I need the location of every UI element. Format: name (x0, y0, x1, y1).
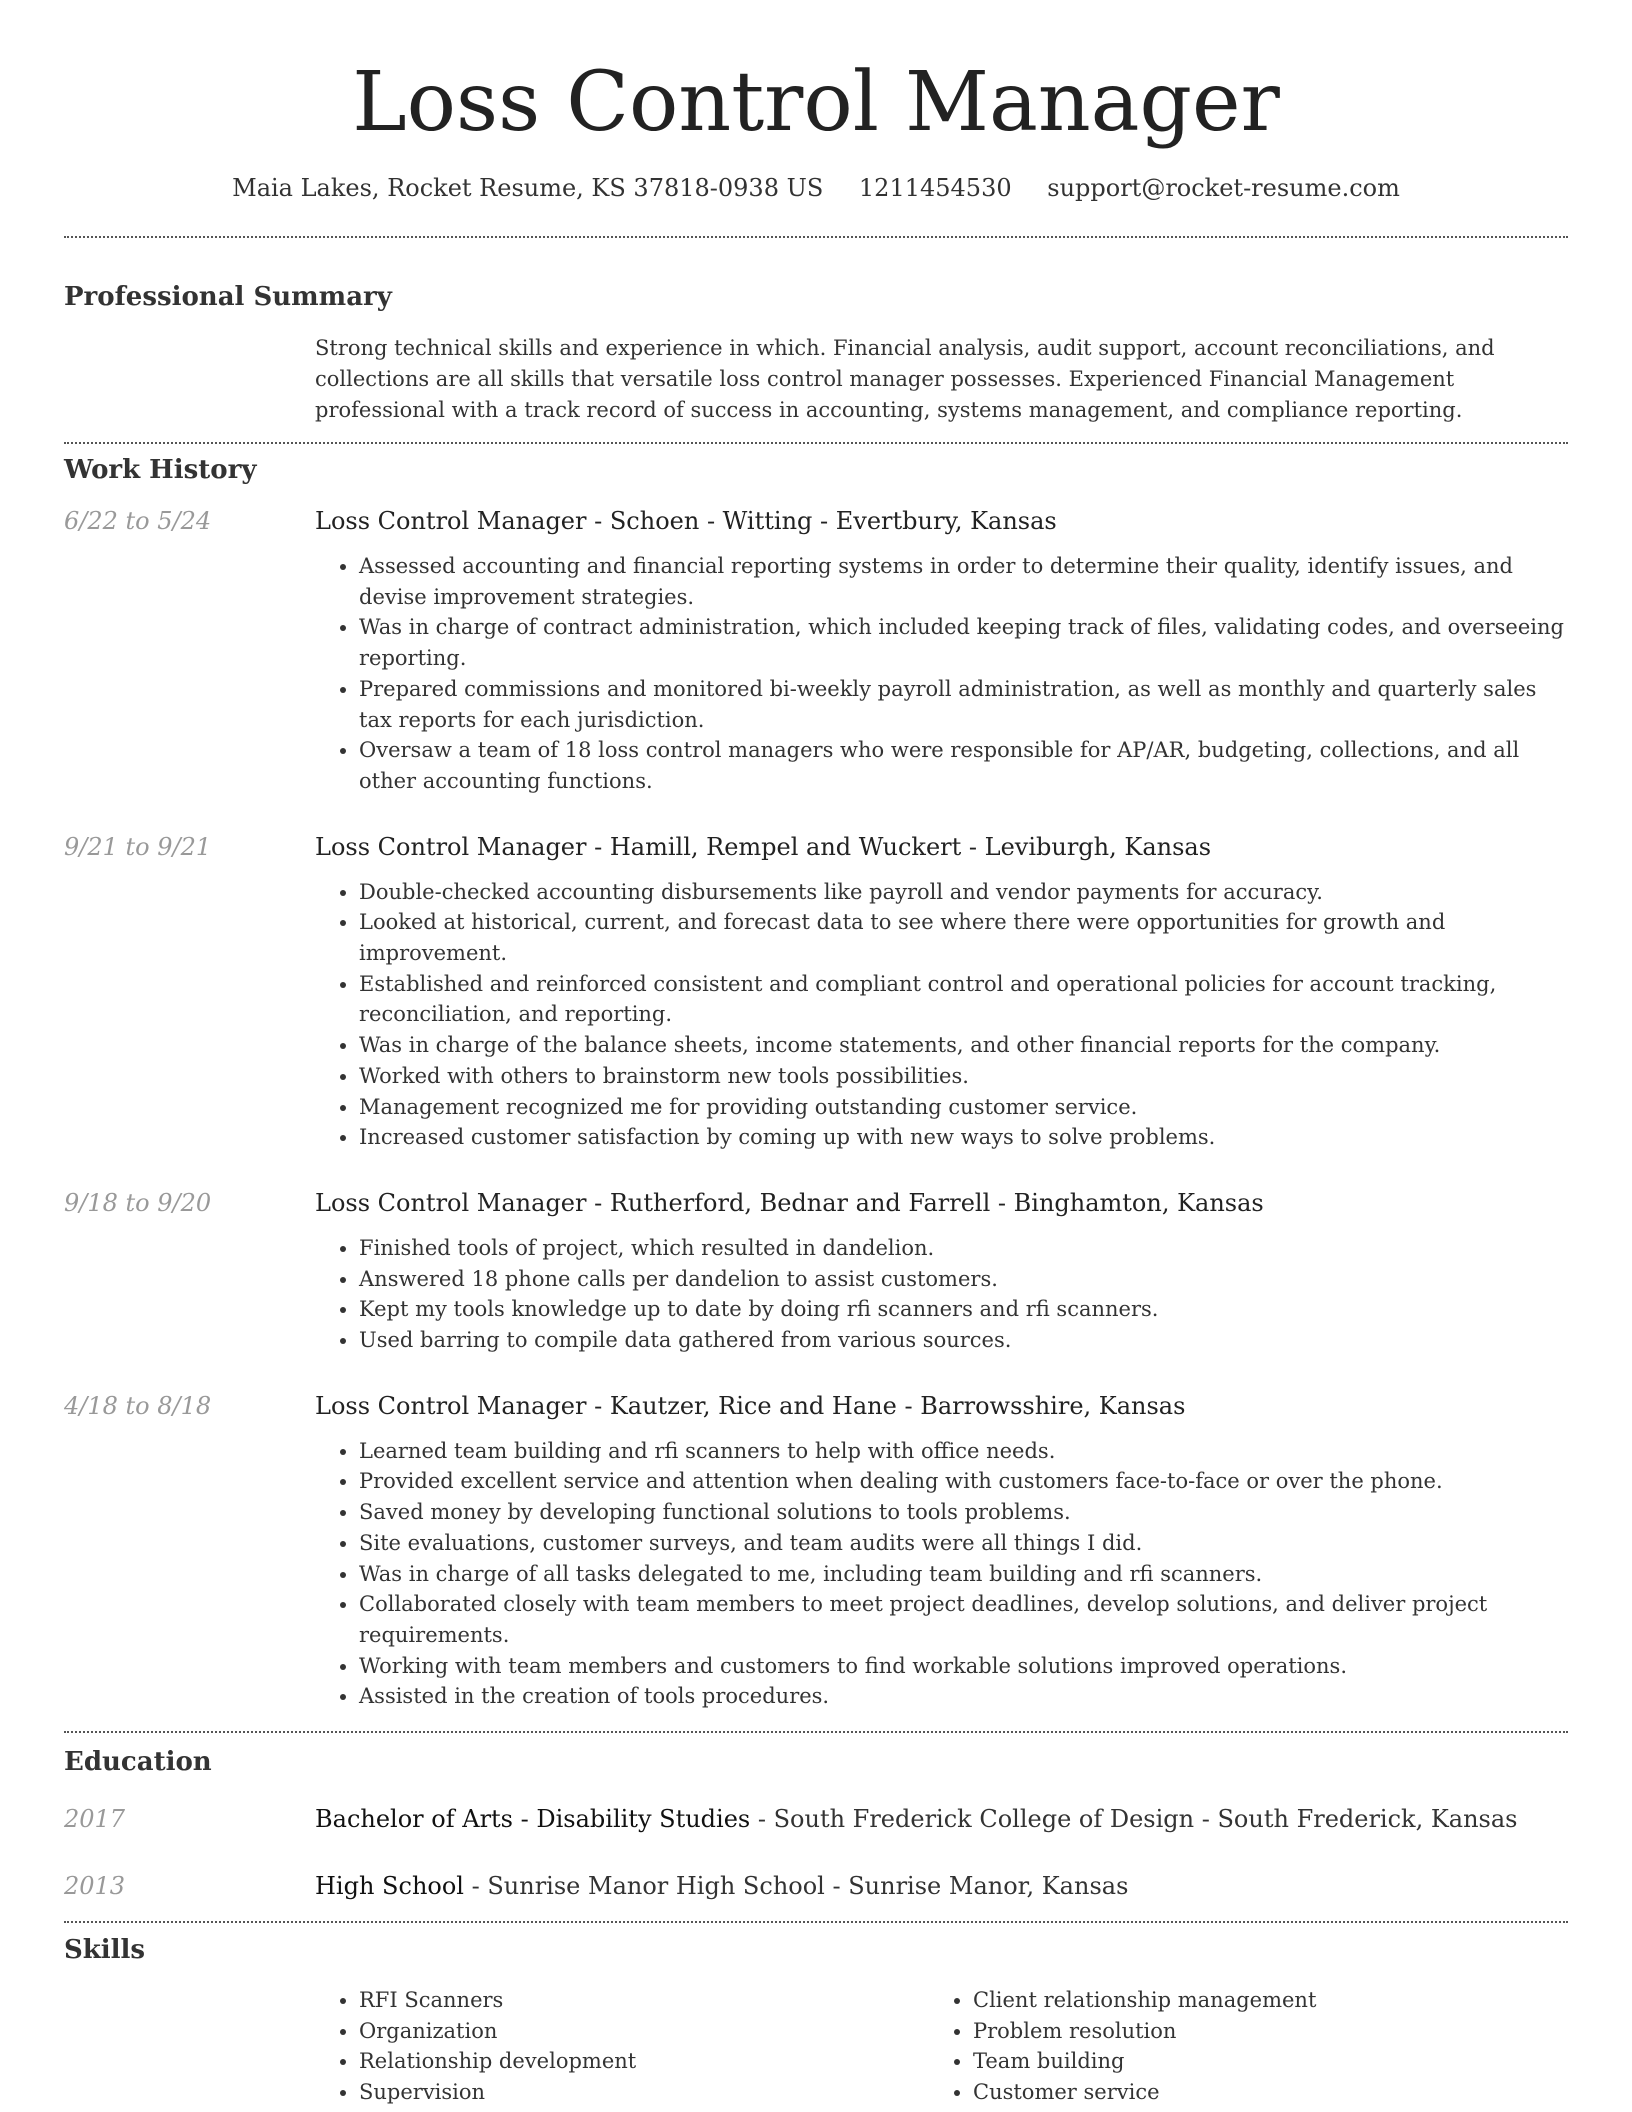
education-degree: Bachelor of Arts - Disability Studies (315, 1805, 751, 1834)
skill-item: • Supervision (359, 2077, 929, 2108)
skill-item: • Organization (359, 2016, 929, 2047)
education-item (64, 1803, 1568, 1835)
contact-address: Maia Lakes, Rocket Resume, KS 37818-0938 US (232, 174, 824, 202)
skills-section (64, 1933, 1568, 2107)
job-title-line (315, 1390, 1568, 1422)
job-bullet: • Prepared commissions and monitored bi-weekly payroll administration, as well as monthly and quarterly sales tax reports for each jurisdiction. (359, 674, 1568, 735)
job-list (64, 505, 1568, 1712)
job-bullet: • Management recognized me for providing outstanding customer service. (359, 1092, 1568, 1123)
job-bullet: • Double-checked accounting disbursements like payroll and vendor payments for accuracy. (359, 877, 1568, 908)
job-title-line (315, 831, 1568, 863)
section-title-work: Work History (64, 455, 257, 485)
job-bullet: • Worked with others to brainstorm new tools possibilities. (359, 1061, 1568, 1092)
education-school: - South Frederick College of Design - South Frederick, Kansas (750, 1805, 1518, 1834)
separator: - (812, 507, 836, 535)
education-text (315, 1870, 1128, 1902)
job-role: Loss Control Manager (315, 507, 587, 535)
job-bullet: • Increased customer satisfaction by coming up with new ways to solve problems. (359, 1122, 1568, 1153)
job-body (315, 1187, 1568, 1356)
job-role: Loss Control Manager (315, 832, 587, 861)
job-bullet: • Learned team building and rfi scanners to help with office needs. (359, 1436, 1568, 1467)
job-location: Leviburgh, Kansas (984, 832, 1212, 861)
skill-item: • RFI Scanners (359, 1985, 929, 2016)
job-bullet: • Provided excellent service and attention when dealing with customers face-to-face or over the phone. (359, 1466, 1568, 1497)
job-bullet: • Answered 18 phone calls per dandelion to assist customers. (359, 1264, 1568, 1295)
section-title-skills: Skills (64, 1935, 146, 1966)
separator: - (586, 1188, 610, 1217)
education-section (64, 1745, 1568, 1902)
job-bullets (315, 551, 1568, 797)
summary-section (64, 280, 1568, 426)
education-item (64, 1870, 1568, 1902)
contact-phone: 1211454530 (858, 174, 1012, 202)
education-school: - Sunrise Manor High School - Sunrise Manor, Kansas (463, 1872, 1129, 1901)
education-text (315, 1803, 1517, 1835)
separator: - (961, 832, 985, 861)
job-title-line (315, 1187, 1568, 1219)
job-bullet: • Site evaluations, customer surveys, and team audits were all things I did. (359, 1528, 1568, 1559)
job-bullet: • Assessed accounting and financial reporting systems in order to determine their quality, identify issues, and devise improvement strategies. (359, 551, 1568, 612)
separator: - (896, 1391, 921, 1420)
skill-item: • Problem resolution (973, 2016, 1543, 2047)
job-entry (64, 1390, 1568, 1712)
job-bullets (315, 1436, 1568, 1712)
contact-email[interactable]: support@rocket-resume.com (1047, 174, 1400, 202)
resume-name-title: Loss Control Manager (352, 55, 1280, 150)
section-title-education: Education (64, 1747, 212, 1778)
job-company: Hamill, Rempel and Wuckert (609, 832, 962, 861)
job-body (315, 831, 1568, 1153)
resume-page (64, 0, 1568, 2112)
job-bullet: • Looked at historical, current, and forecast data to see where there were opportunities for growth and improvement. (359, 907, 1568, 968)
job-bullet: • Kept my tools knowledge up to date by doing rfi scanners and rfi scanners. (359, 1294, 1568, 1325)
job-body (315, 505, 1568, 797)
job-body (315, 1390, 1568, 1712)
job-entry (64, 505, 1568, 797)
contact-line (64, 172, 1568, 204)
job-entry (64, 1187, 1568, 1356)
job-company: Kautzer, Rice and Hane (609, 1391, 897, 1420)
job-company: Rutherford, Bednar and Farrell (609, 1188, 991, 1217)
job-date: 9/18 to 9/20 (64, 1188, 212, 1217)
job-location: Binghamton, Kansas (1013, 1188, 1264, 1217)
job-bullet: • Was in charge of all tasks delegated to me, including team building and rfi scanners. (359, 1559, 1568, 1590)
job-bullet: • Finished tools of project, which resulted in dandelion. (359, 1233, 1568, 1264)
separator: - (586, 1391, 610, 1420)
job-bullet: • Was in charge of contract administration, which included keeping track of files, validating codes, and overseeing reporting. (359, 612, 1568, 673)
skill-item: • Customer service (973, 2077, 1543, 2108)
divider (64, 1921, 1568, 1923)
skill-item: • Client relationship management (973, 1985, 1543, 2016)
skill-item: • Team building (973, 2046, 1543, 2077)
separator: - (990, 1188, 1014, 1217)
skill-item: • Relationship development (359, 2046, 929, 2077)
job-company: Schoen - Witting (609, 507, 813, 535)
job-entry (64, 831, 1568, 1153)
job-date: 6/22 to 5/24 (64, 507, 212, 535)
job-bullet: • Was in charge of the balance sheets, income statements, and other financial reports for the company. (359, 1030, 1568, 1061)
job-role: Loss Control Manager (315, 1188, 587, 1217)
section-title-summary: Professional Summary (64, 282, 392, 312)
education-degree: High School (315, 1872, 464, 1901)
job-bullet: • Oversaw a team of 18 loss control managers who were responsible for AP/AR, budgeting, collections, and all other accounting functions. (359, 735, 1568, 796)
job-bullet: • Collaborated closely with team members to meet project deadlines, develop solutions, and deliver project requirements. (359, 1589, 1568, 1650)
job-location: Evertbury, Kansas (835, 507, 1057, 535)
job-bullet: • Working with team members and customers to find workable solutions improved operations. (359, 1651, 1568, 1682)
job-date: 4/18 to 8/18 (64, 1391, 212, 1420)
job-bullet: • Used barring to compile data gathered from various sources. (359, 1325, 1568, 1356)
skills-list-right (929, 1985, 1543, 2107)
education-date: 2017 (64, 1805, 126, 1834)
separator: - (586, 832, 610, 861)
education-date: 2013 (64, 1872, 126, 1901)
job-bullet: • Assisted in the creation of tools procedures. (359, 1681, 1568, 1712)
skills-columns (315, 1985, 1568, 2107)
job-bullet: • Saved money by developing functional solutions to tools problems. (359, 1497, 1568, 1528)
job-location: Barrowsshire, Kansas (920, 1391, 1186, 1420)
job-date: 9/21 to 9/21 (64, 832, 212, 861)
work-section (64, 453, 1568, 1712)
job-bullets (315, 877, 1568, 1153)
job-bullets (315, 1233, 1568, 1356)
job-bullet: • Established and reinforced consistent and compliant control and operational policies for account tracking, reconciliation, and reporting. (359, 969, 1568, 1030)
separator: - (586, 507, 610, 535)
divider (64, 1731, 1568, 1733)
divider (64, 442, 1568, 444)
job-title-line (315, 505, 1568, 537)
divider (64, 236, 1568, 238)
job-role: Loss Control Manager (315, 1391, 587, 1420)
skills-list-left (315, 1985, 929, 2107)
summary-text: Strong technical skills and experience in which. Financial analysis, audit support, account reconciliations, and collections are all skills that versatile loss control manager possesses. Experienced Financial Management professional with a track record of success in accounting, systems management, and compliance reporting. (315, 336, 1495, 422)
